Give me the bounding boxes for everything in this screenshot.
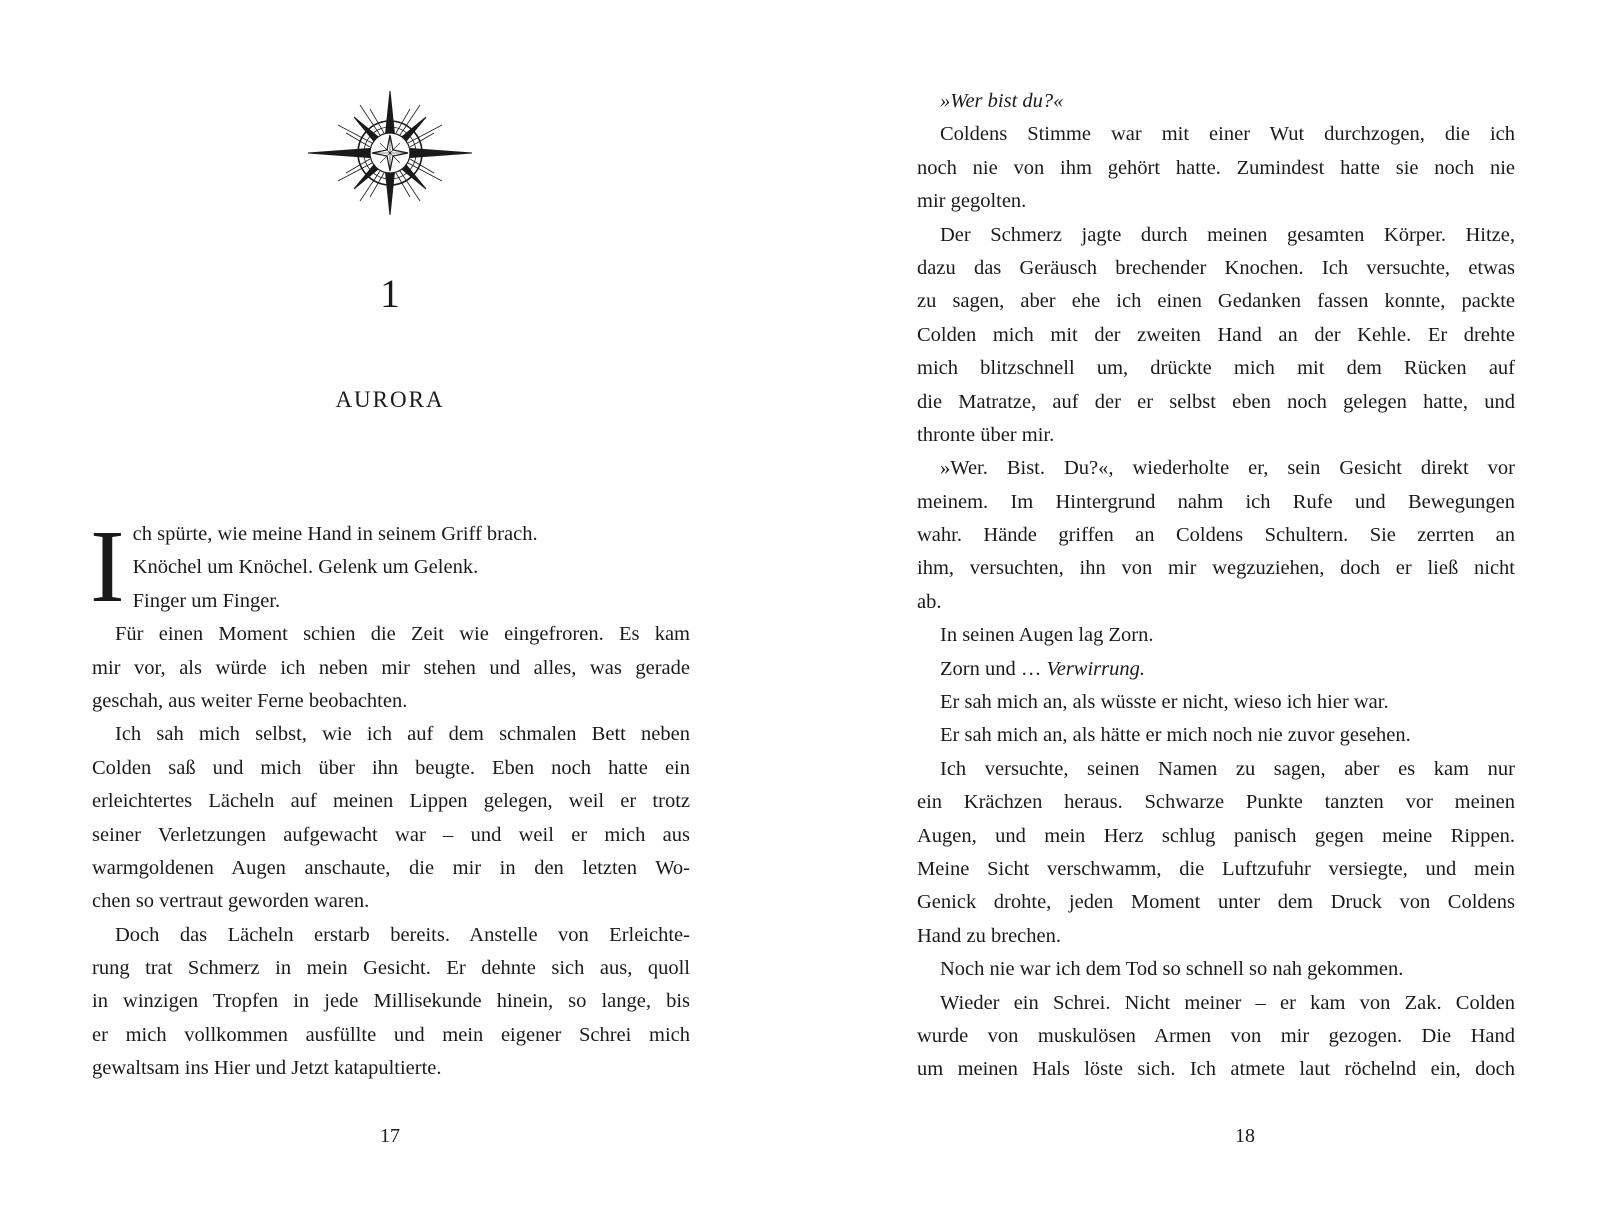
text-line: erleichtertes Lächeln auf meinen Lippen gelegen, weil er trotz (92, 790, 690, 813)
text-line: Coldens Stimme war mit einer Wut durchzogen, die ich (940, 123, 1515, 146)
text-line: ch spürte, wie meine Hand in seinem Griff brach. (132, 523, 538, 545)
text-line: geschah, aus weiter Ferne beobachten. (92, 689, 408, 712)
text-line: Ich versuchte, seinen Namen zu sagen, aber es kam nur (940, 757, 1515, 780)
compass-rose-icon (305, 88, 475, 218)
text-line: Er sah mich an, als wüsste er nicht, wieso ich hier war. (940, 691, 1389, 714)
text-line: ihm, versuchten, ihn von mir wegzuziehen, doch er ließ nicht (917, 557, 1515, 580)
text-line: warmgoldenen Augen anschaute, die mir in den letzten Wo- (92, 856, 690, 879)
text-line: ein Krächzen heraus. Schwarze Punkte tanzten vor meinen (917, 791, 1515, 814)
text-line: chen so vertraut geworden waren. (92, 890, 370, 913)
text-line: rung trat Schmerz in mein Gesicht. Er dehnte sich aus, quoll (92, 957, 690, 980)
text-line: In seinen Augen lag Zorn. (940, 624, 1154, 647)
text-line: Colden saß und mich über ihn beugte. Eben noch hatte ein (92, 756, 690, 779)
text-line: Colden mich mit der zweiten Hand an der Kehle. Er drehte (917, 323, 1515, 346)
chapter-number: 1 (380, 271, 400, 316)
text-line (917, 653, 1515, 686)
right-page (800, 0, 1600, 1229)
page-number: 17 (380, 1125, 400, 1147)
text-line: Er sah mich an, als hätte er mich noch nie zuvor gesehen. (940, 724, 1411, 747)
text-line: ab. (917, 590, 942, 613)
text-line: Doch das Lächeln erstarb bereits. Anstelle von Erleichte- (115, 923, 690, 946)
text-line: Meine Sicht verschwamm, die Luftzufuhr versiegte, und mein (917, 857, 1515, 880)
text-line: thronte über mir. (917, 423, 1055, 446)
text-line: in winzigen Tropfen in jede Millisekunde hinein, so lange, bis (92, 990, 690, 1013)
text-line: gewaltsam ins Hier und Jetzt katapultierte. (92, 1057, 442, 1080)
text-line: um meinen Hals löste sich. Ich atmete laut röchelnd ein, doch (917, 1058, 1515, 1081)
text-line: mich blitzschnell um, drückte mich mit dem Rücken auf (917, 357, 1515, 380)
text-line: meinem. Im Hintergrund nahm ich Rufe und Bewegungen (917, 490, 1515, 513)
page-number: 18 (1235, 1125, 1255, 1147)
italic-quote: »Wer bist du?« (940, 90, 1064, 112)
text-line: die Matratze, auf der er selbst eben noch gelegen hatte, und (917, 390, 1515, 413)
text-line: mir vor, als würde ich neben mir stehen und alles, was gerade (92, 656, 690, 679)
text-line: seiner Verletzungen aufgewacht war – und weil er mich aus (92, 823, 690, 846)
text-line: dazu das Geräusch brechender Knochen. Ich versuchte, etwas (917, 256, 1515, 279)
text-line: wahr. Hände griffen an Coldens Schultern. Sie zerrten an (917, 524, 1515, 547)
text-line: Genick drohte, jeden Moment unter dem Druck von Coldens (917, 891, 1515, 914)
right-page-body (917, 85, 1515, 1087)
text-line: Augen, und mein Herz schlug panisch gegen meine Rippen. (917, 824, 1515, 847)
text-fragment: Zorn und … (940, 657, 1047, 680)
text-line: Hand zu brechen. (917, 924, 1062, 947)
left-page-body (90, 509, 690, 1086)
text-line: mir gegolten. (917, 190, 1027, 213)
text-line: Wieder ein Schrei. Nicht meiner – er kam von Zak. Colden (940, 991, 1515, 1014)
text-line: Noch nie war ich dem Tod so schnell so nah gekommen. (940, 958, 1404, 981)
text-line: Für einen Moment schien die Zeit wie eingefroren. Es kam (115, 623, 690, 646)
text-line: Knöchel um Knöchel. Gelenk um Gelenk. (132, 556, 479, 579)
text-line: wurde von muskulösen Armen von mir gezogen. Die Hand (917, 1024, 1515, 1047)
dropcap-letter: I (90, 509, 125, 624)
text-line: noch nie von ihm gehört hatte. Zumindest hatte sie noch nie (917, 156, 1515, 179)
text-line: zu sagen, aber ehe ich einen Gedanken fassen konnte, packte (917, 290, 1515, 313)
italic-word: Verwirrung. (1046, 657, 1146, 680)
dropcap-paragraph (90, 509, 690, 624)
text-line: Der Schmerz jagte durch meinen gesamten Körper. Hitze, (940, 223, 1515, 246)
chapter-title: AURORA (335, 387, 445, 412)
text-line: Finger um Finger. (132, 589, 281, 612)
text-line: »Wer. Bist. Du?«, wiederholte er, sein Gesicht direkt vor (940, 457, 1515, 480)
text-line: Ich sah mich selbst, wie ich auf dem schmalen Bett neben (115, 723, 690, 746)
text-line: er mich vollkommen ausfüllte und mein eigener Schrei mich (92, 1023, 690, 1046)
text-line (917, 85, 1515, 118)
